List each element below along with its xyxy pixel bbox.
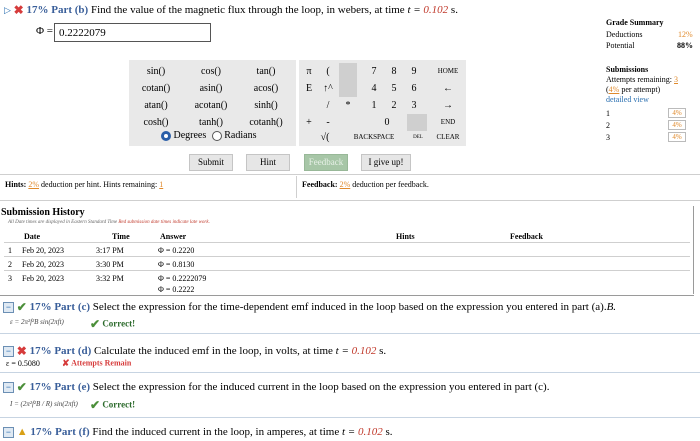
history-bottom-divider xyxy=(0,295,694,296)
row-1-answer: Φ = 0.2220 xyxy=(158,246,195,255)
part-f-header xyxy=(3,426,393,438)
per-attempt-pct: 4% xyxy=(608,85,620,94)
part-d-answer: ε = 0.5080 xyxy=(6,359,40,368)
digit-1[interactable]: 1 xyxy=(371,100,377,111)
check-icon: ✔ xyxy=(16,380,27,394)
keypad xyxy=(299,60,466,146)
collapse-icon[interactable]: − xyxy=(3,302,14,313)
part-c-label: Part (c) xyxy=(54,301,91,314)
row-2-divider xyxy=(4,270,690,271)
row-2-answer: Φ = 0.8130 xyxy=(158,260,195,269)
part-c-header xyxy=(3,300,616,315)
x-mark-icon: ✖ xyxy=(13,3,24,17)
grade-row-3-v: 4% xyxy=(668,132,686,142)
cotan-key[interactable]: cotan() xyxy=(141,83,171,94)
hints-remaining: 1 xyxy=(159,180,164,189)
left-arrow-key[interactable]: ← xyxy=(443,83,453,94)
deductions-value: 12% xyxy=(678,30,693,39)
digit-0[interactable]: 0 xyxy=(384,117,390,128)
close-paren-key[interactable] xyxy=(339,63,357,80)
digit-2[interactable]: 2 xyxy=(391,100,397,111)
attempts-text: Attempts remaining: xyxy=(606,75,672,84)
digit-9[interactable]: 9 xyxy=(411,66,417,77)
radians-label: Radians xyxy=(224,130,257,141)
grade-row-3-n: 3 xyxy=(606,133,610,142)
deductions-label: Deductions xyxy=(606,30,643,39)
feedback-line xyxy=(302,180,429,189)
hints-feedback-divider xyxy=(296,176,297,198)
x-mark-icon: ✘ xyxy=(62,358,70,368)
digit-3[interactable]: 3 xyxy=(411,100,417,111)
part-c-question: Select the expression for the time-dependent emf induced in the loop based on the expression you entered in part (a). xyxy=(92,301,607,314)
collapse-icon[interactable]: − xyxy=(3,346,14,357)
history-note-plain: All Date times are displayed in Eastern Standard Time xyxy=(8,220,118,225)
part-f-unit: s. xyxy=(385,426,393,438)
clear-key[interactable]: CLEAR xyxy=(436,133,460,141)
asin-key[interactable]: asin() xyxy=(199,83,223,94)
col-date: Date xyxy=(24,232,40,241)
x-mark-icon: ✖ xyxy=(16,344,27,358)
attempts-line xyxy=(606,75,678,84)
row-3-answer-2: Φ = 0.2222 xyxy=(158,285,195,294)
part-c-status-text: Correct! xyxy=(102,318,136,329)
part-f-time-value: 0.102 xyxy=(357,426,383,438)
minus-key[interactable]: - xyxy=(326,117,330,128)
per-attempt-line: (4% per attempt) xyxy=(606,85,661,94)
home-key[interactable]: HOME xyxy=(437,67,459,75)
part-b-time-value: 0.102 xyxy=(423,4,449,17)
col-feedback: Feedback xyxy=(510,232,543,241)
part-c-percent: 17% xyxy=(29,301,52,314)
grade-row-1-v: 4% xyxy=(668,108,686,118)
col-hints: Hints xyxy=(396,232,415,241)
hints-label: Hints: xyxy=(5,180,27,189)
open-paren-key[interactable]: ( xyxy=(326,66,330,77)
part-c-status xyxy=(90,317,135,332)
play-icon[interactable]: ▷ xyxy=(4,5,11,15)
row-1-time: 3:17 PM xyxy=(96,246,124,255)
part-b-header xyxy=(4,3,458,18)
acotan-key[interactable]: acotan() xyxy=(194,100,228,111)
row-2-date: Feb 20, 2023 xyxy=(22,260,64,269)
part-e-question: Select the expression for the induced current in the loop based on the expression you entered in part (c). xyxy=(92,381,550,394)
col-answer: Answer xyxy=(160,232,187,241)
blank-key[interactable] xyxy=(339,80,357,97)
part-d-unit: s. xyxy=(379,345,387,358)
history-note xyxy=(8,220,210,225)
check-icon: ✔ xyxy=(16,300,27,314)
row-2-time: 3:30 PM xyxy=(96,260,124,269)
part-e-label: Part (e) xyxy=(54,381,91,394)
part-d-label: Part (d) xyxy=(54,345,92,358)
grade-summary xyxy=(606,18,696,158)
hints-top-divider xyxy=(0,174,700,175)
part-f-time-var: t = xyxy=(341,426,356,438)
cos-key[interactable]: cos() xyxy=(201,66,221,77)
row-2-n: 2 xyxy=(8,260,12,269)
potential-label: Potential xyxy=(606,41,635,50)
part-d-time-value: 0.102 xyxy=(351,345,377,358)
backspace-key[interactable]: BACKSPACE xyxy=(353,133,395,141)
sqrt-key[interactable]: √( xyxy=(320,132,330,143)
part-c-divider xyxy=(0,333,700,334)
part-b-time-var: t = xyxy=(407,4,421,17)
tan-key[interactable]: tan() xyxy=(256,66,276,77)
part-b-unit: s. xyxy=(450,4,458,17)
detailed-view-link[interactable]: detailed view xyxy=(606,95,649,104)
collapse-icon[interactable]: − xyxy=(3,427,14,438)
hint-button[interactable]: Hint xyxy=(246,154,290,171)
part-d-time-var: t = xyxy=(335,345,349,358)
part-d-divider xyxy=(0,372,700,373)
sinh-key[interactable]: sinh() xyxy=(254,100,278,111)
grade-summary-title: Grade Summary xyxy=(606,18,664,27)
atan-key[interactable]: atan() xyxy=(144,100,168,111)
feedback-label: Feedback: xyxy=(302,180,338,189)
row-1-n: 1 xyxy=(8,246,12,255)
warning-icon: ▲ xyxy=(16,426,28,439)
digit-6[interactable]: 6 xyxy=(411,83,417,94)
check-icon: ✔ xyxy=(90,317,101,331)
part-f-question: Find the induced current in the loop, in amperes, at time xyxy=(92,426,340,438)
history-header-divider xyxy=(4,242,690,243)
sin-key[interactable]: sin() xyxy=(146,66,166,77)
row-3-n: 3 xyxy=(8,274,12,283)
collapse-icon[interactable]: − xyxy=(3,382,14,393)
history-note-red: Red submission date times indicate late work. xyxy=(118,220,210,225)
per-attempt-text: per attempt) xyxy=(621,85,661,94)
digit-4[interactable]: 4 xyxy=(371,83,377,94)
feedback-pct: 2% xyxy=(339,180,351,189)
phi-label: Φ = xyxy=(36,25,53,37)
part-e-divider xyxy=(0,417,700,418)
part-e-formula: I = (2π²f²B / R) sin(2πft) xyxy=(10,400,78,408)
part-b-question: Find the value of the magnetic flux through the loop, in webers, at time xyxy=(90,4,405,17)
function-pad xyxy=(129,60,296,146)
grade-row-2-v: 4% xyxy=(668,120,686,130)
row-3-time: 3:32 PM xyxy=(96,274,124,283)
right-arrow-key[interactable]: → xyxy=(443,100,453,111)
hints-text: deduction per hint. Hints remaining: xyxy=(41,180,158,189)
feedback-text: deduction per feedback. xyxy=(352,180,429,189)
radians-radio[interactable] xyxy=(212,131,222,141)
history-right-border xyxy=(693,206,694,294)
cosh-key[interactable]: cosh() xyxy=(143,117,169,128)
part-b-label: Part (b) xyxy=(51,4,89,17)
part-e-percent: 17% xyxy=(29,381,52,394)
part-d-header xyxy=(3,344,386,359)
col-time: Time xyxy=(112,232,130,241)
check-icon: ✔ xyxy=(90,398,101,412)
tanh-key[interactable]: tanh() xyxy=(199,117,223,128)
part-d-status xyxy=(62,358,131,369)
part-e-status xyxy=(90,398,135,413)
feedback-button[interactable]: Feedback xyxy=(304,154,348,171)
part-b-percent: 17% xyxy=(26,4,49,17)
part-f-percent: 17% xyxy=(30,426,53,438)
cotanh-key[interactable]: cotanh() xyxy=(249,117,283,128)
digit-7[interactable]: 7 xyxy=(371,66,377,77)
part-d-question: Calculate the induced emf in the loop, in volts, at time xyxy=(94,345,333,358)
part-d-status-text: Attempts Remain xyxy=(71,358,132,368)
grade-row-1-n: 1 xyxy=(606,109,610,118)
attempts-value: 3 xyxy=(674,75,678,84)
part-c-choice: B. xyxy=(606,301,617,314)
power-key[interactable]: ↑^ xyxy=(323,83,333,94)
part-e-header xyxy=(3,380,549,395)
digit-5[interactable]: 5 xyxy=(391,83,397,94)
e-key[interactable]: E xyxy=(305,83,313,94)
submit-button[interactable]: Submit xyxy=(189,154,233,171)
row-3-answer: Φ = 0.2222079 xyxy=(158,274,207,283)
hints-bottom-divider xyxy=(0,200,700,201)
give-up-button[interactable]: I give up! xyxy=(361,154,411,171)
grade-row-2-n: 2 xyxy=(606,121,610,130)
degrees-label: Degrees xyxy=(173,130,207,141)
hints-line xyxy=(5,180,163,189)
submissions-title: Submissions xyxy=(606,65,649,74)
potential-value: 88% xyxy=(677,41,693,50)
history-title: Submission History xyxy=(1,207,85,218)
del-key[interactable]: DEL xyxy=(413,135,423,140)
multiply-key[interactable]: * xyxy=(345,100,351,111)
pi-key[interactable]: π xyxy=(306,66,312,77)
end-key[interactable]: END xyxy=(440,118,456,126)
part-e-status-text: Correct! xyxy=(102,399,136,410)
row-1-date: Feb 20, 2023 xyxy=(22,246,64,255)
divide-key[interactable]: / xyxy=(326,100,330,111)
answer-input[interactable] xyxy=(54,23,211,42)
hints-pct: 2% xyxy=(28,180,40,189)
acos-key[interactable]: acos() xyxy=(253,83,279,94)
row-3-date: Feb 20, 2023 xyxy=(22,274,64,283)
part-f-label: Part (f) xyxy=(55,426,90,438)
digit-8[interactable]: 8 xyxy=(391,66,397,77)
degrees-radio[interactable] xyxy=(161,131,171,141)
angle-mode xyxy=(161,130,256,141)
part-c-formula: ε = 2π²f²B sin(2πft) xyxy=(10,318,64,326)
plus-key[interactable]: + xyxy=(306,117,312,128)
row-1-divider xyxy=(4,256,690,257)
part-d-percent: 17% xyxy=(29,345,52,358)
